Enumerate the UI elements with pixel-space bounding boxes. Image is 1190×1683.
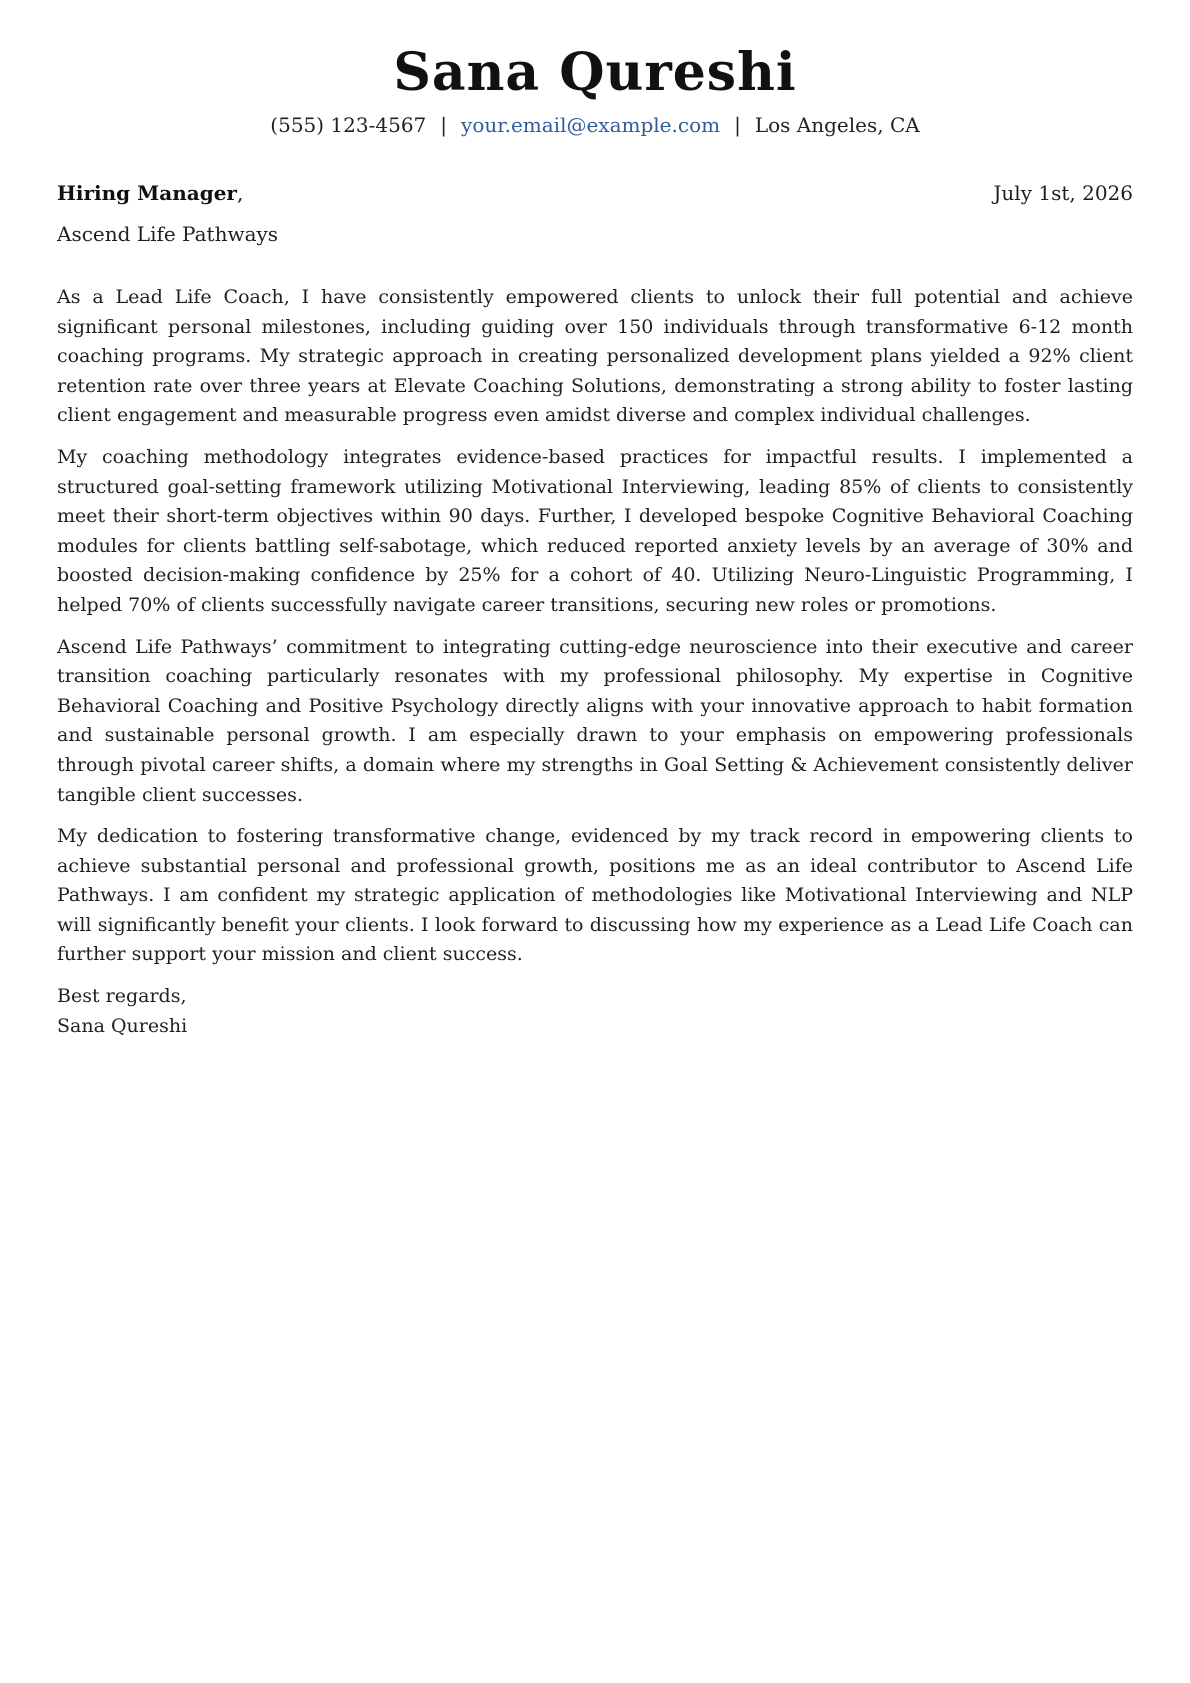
phone-number: (555) 123-4567 <box>270 113 427 137</box>
location: Los Angeles, CA <box>754 113 920 137</box>
contact-separator: | <box>440 113 448 137</box>
recipient-company: Ascend Life Pathways <box>57 222 279 246</box>
contact-line <box>0 110 1190 140</box>
letter-body <box>57 283 1133 1041</box>
recipient-suffix: , <box>236 181 244 205</box>
closing-signature: Sana Qureshi <box>57 1014 188 1037</box>
closing-salutation: Best regards, <box>57 985 187 1008</box>
letter-header <box>0 40 1190 140</box>
recipient-name: Hiring Manager <box>57 181 237 205</box>
body-paragraph: Ascend Life Pathways’ commitment to integrating cutting-edge neuroscience into their executive and career transition coaching particularly resonates with my professional philosophy. My expertise in Cognitive Behavioral Coaching and Positive Psychology directly aligns with your innovative approach to habit formation and sustainable personal growth. I am especially drawn to your emphasis on empowering professionals through pivotal career shifts, a domain where my strengths in Goal Setting & Achievement consistently deliver tangible client successes. <box>57 635 1133 806</box>
recipient-line <box>57 178 243 208</box>
body-paragraph: As a Lead Life Coach, I have consistently empowered clients to unlock their full potential and achieve significant personal milestones, including guiding over 150 individuals through transformative 6-12 month coaching programs. My strategic approach in creating personalized development plans yielded a 92% client retention rate over three years at Elevate Coaching Solutions, demonstrating a strong ability to foster lasting client engagement and measurable progress even amidst diverse and complex individual challenges. <box>57 286 1133 427</box>
letter-closing <box>57 982 1133 1041</box>
email-link[interactable]: your.email@example.com <box>461 113 721 137</box>
body-paragraph: My dedication to fostering transformative change, evidenced by my track record in empowering clients to achieve substantial personal and professional growth, positions me as an ideal contributor to Ascend Life Pathways. I am confident my strategic application of methodologies like Motivational Interviewing and NLP will significantly benefit your clients. I look forward to discussing how my experience as a Lead Life Coach can further support your mission and client success. <box>57 825 1133 966</box>
applicant-name: Sana Qureshi <box>393 42 797 103</box>
body-paragraph: My coaching methodology integrates evidence-based practices for impactful results. I implemented a structured goal-setting framework utilizing Motivational Interviewing, leading 85% of clients to consistently meet their short-term objectives within 90 days. Further, I developed bespoke Cognitive Behavioral Coaching modules for clients battling self-sabotage, which reduced reported anxiety levels by an average of 30% and boosted decision-making confidence by 25% for a cohort of 40. Utilizing Neuro-Linguistic Programming, I helped 70% of clients successfully navigate career transitions, securing new roles or promotions. <box>57 445 1133 616</box>
letter-date: July 1st, 2026 <box>993 181 1133 205</box>
contact-separator: | <box>734 113 741 137</box>
recipient-date-row <box>57 178 1133 208</box>
